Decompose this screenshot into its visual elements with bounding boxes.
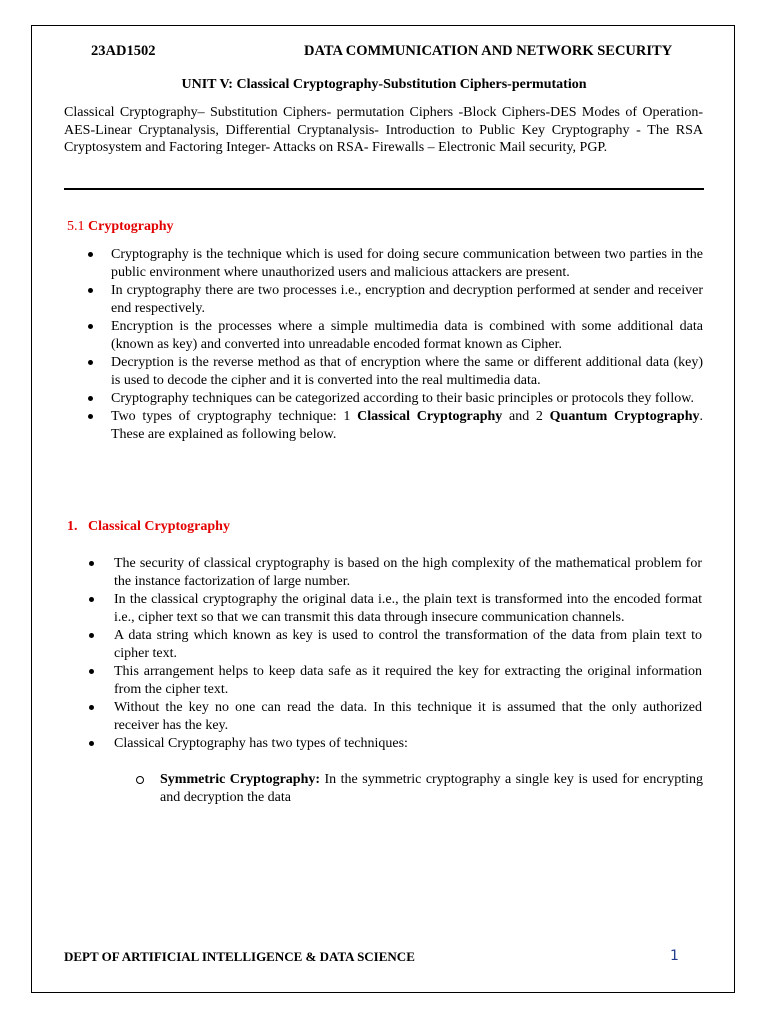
list-item (64, 735, 702, 753)
bullet-icon (88, 288, 93, 293)
bullet-icon (88, 324, 93, 329)
list-item-types (64, 408, 703, 444)
list-item (64, 663, 702, 699)
sub-item-term: Symmetric Cryptography: (160, 772, 321, 787)
bullet-icon (89, 561, 94, 566)
bullet-icon (89, 669, 94, 674)
bullet-icon (88, 396, 93, 401)
list-item (64, 282, 703, 318)
list-item (64, 390, 703, 408)
course-title: DATA COMMUNICATION AND NETWORK SECURITY (304, 43, 673, 59)
classical-title: Classical Cryptography (88, 519, 230, 534)
section-title: Cryptography (88, 219, 174, 234)
bullet-icon (89, 597, 94, 602)
classical-heading (67, 519, 230, 535)
list-item-text: Without the key no one can read the data. In this technique it is assumed that the only authorized receiver has the key. (114, 700, 702, 733)
unit-title: UNIT V: Classical Cryptography-Substitution Ciphers-permutation (181, 77, 587, 92)
list-item (64, 627, 702, 663)
course-code: 23AD1502 (91, 43, 156, 59)
list-item-text: Cryptography techniques can be categorized according to their basic principles or protocols they follow. (111, 391, 695, 406)
bullet-icon (88, 252, 93, 257)
type-classical: Classical Cryptography (357, 409, 503, 424)
section-number: 5.1 (67, 219, 85, 234)
bullet-icon (89, 705, 94, 710)
list-item-text: A data string which known as key is used to control the transformation of the data from plain text to cipher text. (114, 628, 702, 661)
page-number: 1 (670, 948, 679, 964)
list-item (64, 354, 703, 390)
list-item (64, 555, 702, 591)
bullet-icon (89, 633, 94, 638)
section-heading-5-1 (67, 219, 174, 235)
classical-sub-list (108, 771, 703, 807)
footer-department: DEPT OF ARTIFICIAL INTELLIGENCE & DATA SCIENCE (64, 949, 415, 964)
hollow-bullet-icon (136, 776, 144, 784)
types-suffix: . These are explained as following below. (111, 409, 703, 442)
list-item (64, 246, 703, 282)
list-item-text: In cryptography there are two processes i.e., encryption and decryption performed at sender and receiver end respectively. (111, 283, 703, 316)
list-item (64, 318, 703, 354)
sub-item-text: In the symmetric cryptography a single key is used for encrypting and decryption the data (160, 772, 703, 805)
list-item-text: In the classical cryptography the original data i.e., the plain text is transformed into the encoded format i.e., cipher text so that we can transmit this data through insecure communication channels. (114, 592, 702, 625)
classical-number: 1. (67, 519, 78, 534)
list-item-text: Classical Cryptography has two types of techniques: (114, 736, 408, 751)
list-item-text: Cryptography is the technique which is used for doing secure communication between two parties in the public environment where unauthorized users and malicious attackers are present. (111, 247, 703, 280)
bullet-icon (89, 741, 94, 746)
list-item (64, 699, 702, 735)
list-item-text: Decryption is the reverse method as that of encryption where the same or different additional data (key) is used to decode the cipher and it is converted into the real multimedia data. (111, 355, 703, 388)
list-item-text: This arrangement helps to keep data safe as it required the key for extracting the original information from the cipher text. (114, 664, 702, 697)
list-item-text: Encryption is the processes where a simple multimedia data is combined with some additional data (known as key) and converted into unreadable encoded format known as Cipher. (111, 319, 703, 352)
sub-list-item (108, 771, 703, 807)
types-middle: and 2 (502, 409, 550, 424)
bullet-icon (88, 360, 93, 365)
page-border (31, 25, 735, 993)
list-item-text: The security of classical cryptography is based on the high complexity of the mathematical problem for the instance factorization of large number. (114, 556, 702, 589)
syllabus-paragraph: Classical Cryptography– Substitution Ciphers- permutation Ciphers -Block Ciphers-DES Modes of Operation- AES-Linear Cryptanalysis, Differential Cryptanalysis- Introduction to Public Key Cryptography - The RSA Cryptosystem and Factoring Integer- Attacks on RSA- Firewalls – Electronic Mail security, PGP. (64, 105, 703, 156)
list-item (64, 591, 702, 627)
cryptography-bullet-list (64, 246, 703, 444)
bullet-icon (88, 414, 93, 419)
horizontal-rule (64, 188, 704, 190)
types-prefix: Two types of cryptography technique: 1 (111, 409, 358, 424)
classical-bullet-list (64, 555, 702, 753)
type-quantum: Quantum Cryptography (549, 409, 700, 424)
